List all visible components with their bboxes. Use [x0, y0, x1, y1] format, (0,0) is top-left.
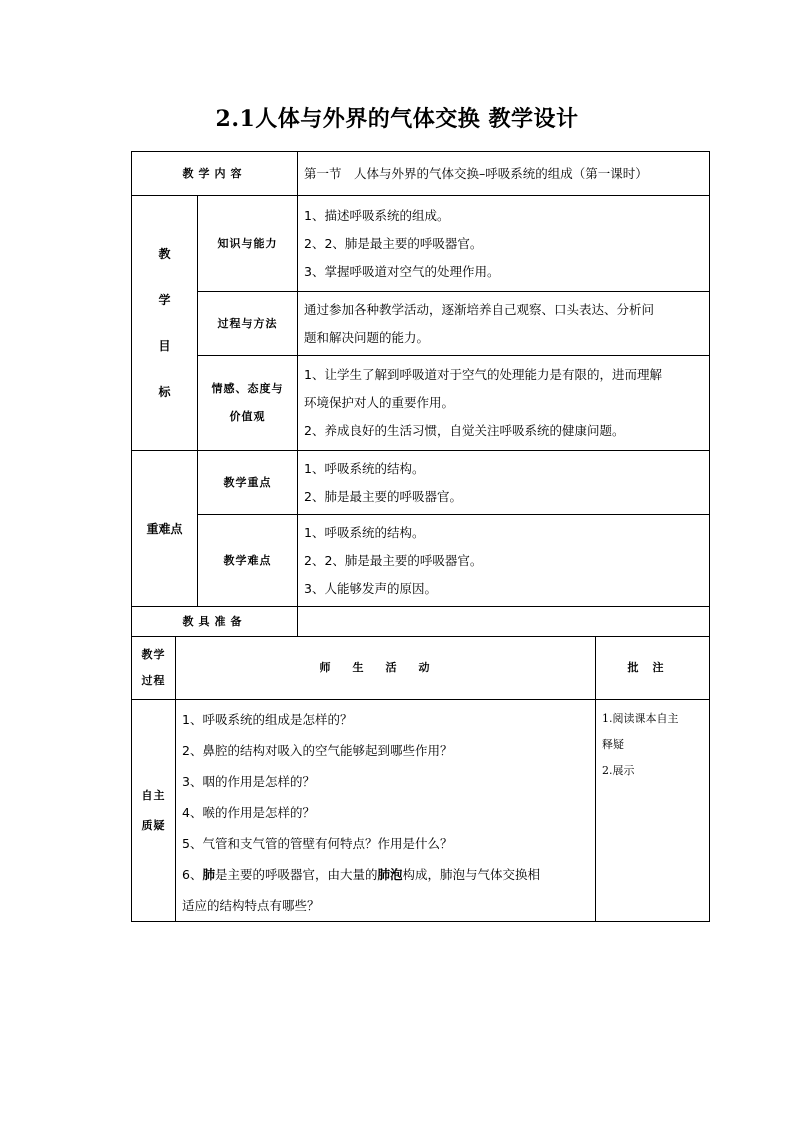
objective-text-process: 通过参加各种教学活动，逐渐培养自己观察、口头表达、分析问 题和解决问题的能力。	[298, 292, 710, 356]
objectives-label: 教 学 目 标	[132, 196, 198, 451]
lesson-plan-table	[131, 151, 710, 637]
objective-label-process: 过程与方法	[198, 292, 298, 356]
objective-row-process	[132, 292, 710, 356]
objective-label-knowledge: 知识与能力	[198, 196, 298, 292]
prep-row	[132, 607, 710, 637]
keypoint-row-focus	[132, 451, 710, 515]
process-stage-self-study: 自主 质疑	[132, 700, 176, 922]
objective-row-knowledge	[132, 196, 710, 292]
content-label: 教学内容	[132, 152, 298, 196]
content-value: 第一节 人体与外界的气体交换–呼吸系统的组成（第一课时）	[298, 152, 710, 196]
question-item-6: 6、肺是主要的呼吸器官，由大量的肺泡构成，肺泡与气体交换相	[182, 867, 541, 882]
prep-value	[298, 607, 710, 637]
question-item-6-cont: 适应的结构特点有哪些？	[182, 898, 320, 913]
process-notes-header: 批注	[596, 637, 710, 700]
process-questions	[176, 700, 596, 922]
question-item: 3、咽的作用是怎样的？	[182, 774, 315, 789]
process-activity-header: 师生活动	[176, 637, 596, 700]
process-row-self-study	[132, 700, 710, 922]
content-row	[132, 152, 710, 196]
page-title: 2.1人体与外界的气体交换 教学设计	[215, 106, 579, 132]
keypoint-row-difficulty	[132, 515, 710, 607]
question-item: 4、喉的作用是怎样的？	[182, 805, 315, 820]
question-item: 2、鼻腔的结构对吸入的空气能够起到哪些作用？	[182, 743, 453, 758]
process-notes: 1.阅读课本自主 释疑 2.展示	[596, 700, 710, 922]
objective-row-attitude	[132, 356, 710, 451]
keypoint-text-focus: 1、呼吸系统的结构。 2、肺是最主要的呼吸器官。	[298, 451, 710, 515]
process-stage-header: 教学 过程	[132, 637, 176, 700]
question-item: 1、呼吸系统的组成是怎样的？	[182, 712, 353, 727]
prep-label: 教具准备	[132, 607, 298, 637]
keypoint-text-difficulty: 1、呼吸系统的结构。 2、2、肺是最主要的呼吸器官。 3、人能够发声的原因。	[298, 515, 710, 607]
objective-label-attitude: 情感、态度与 价值观	[198, 356, 298, 451]
objective-text-knowledge: 1、描述呼吸系统的组成。 2、2、肺是最主要的呼吸器官。 3、掌握呼吸道对空气的处理作用。	[298, 196, 710, 292]
keypoint-label-focus: 教学重点	[198, 451, 298, 515]
keypoint-label-difficulty: 教学难点	[198, 515, 298, 607]
keypoints-label: 重难点	[132, 451, 198, 607]
process-header-row	[132, 637, 710, 700]
question-item: 5、气管和支气管的管壁有何特点？作用是什么？	[182, 836, 453, 851]
objective-text-attitude: 1、让学生了解到呼吸道对于空气的处理能力是有限的，进而理解 环境保护对人的重要作用。 2、养成良好的生活习惯，自觉关注呼吸系统的健康问题。	[298, 356, 710, 451]
process-table	[131, 636, 710, 922]
